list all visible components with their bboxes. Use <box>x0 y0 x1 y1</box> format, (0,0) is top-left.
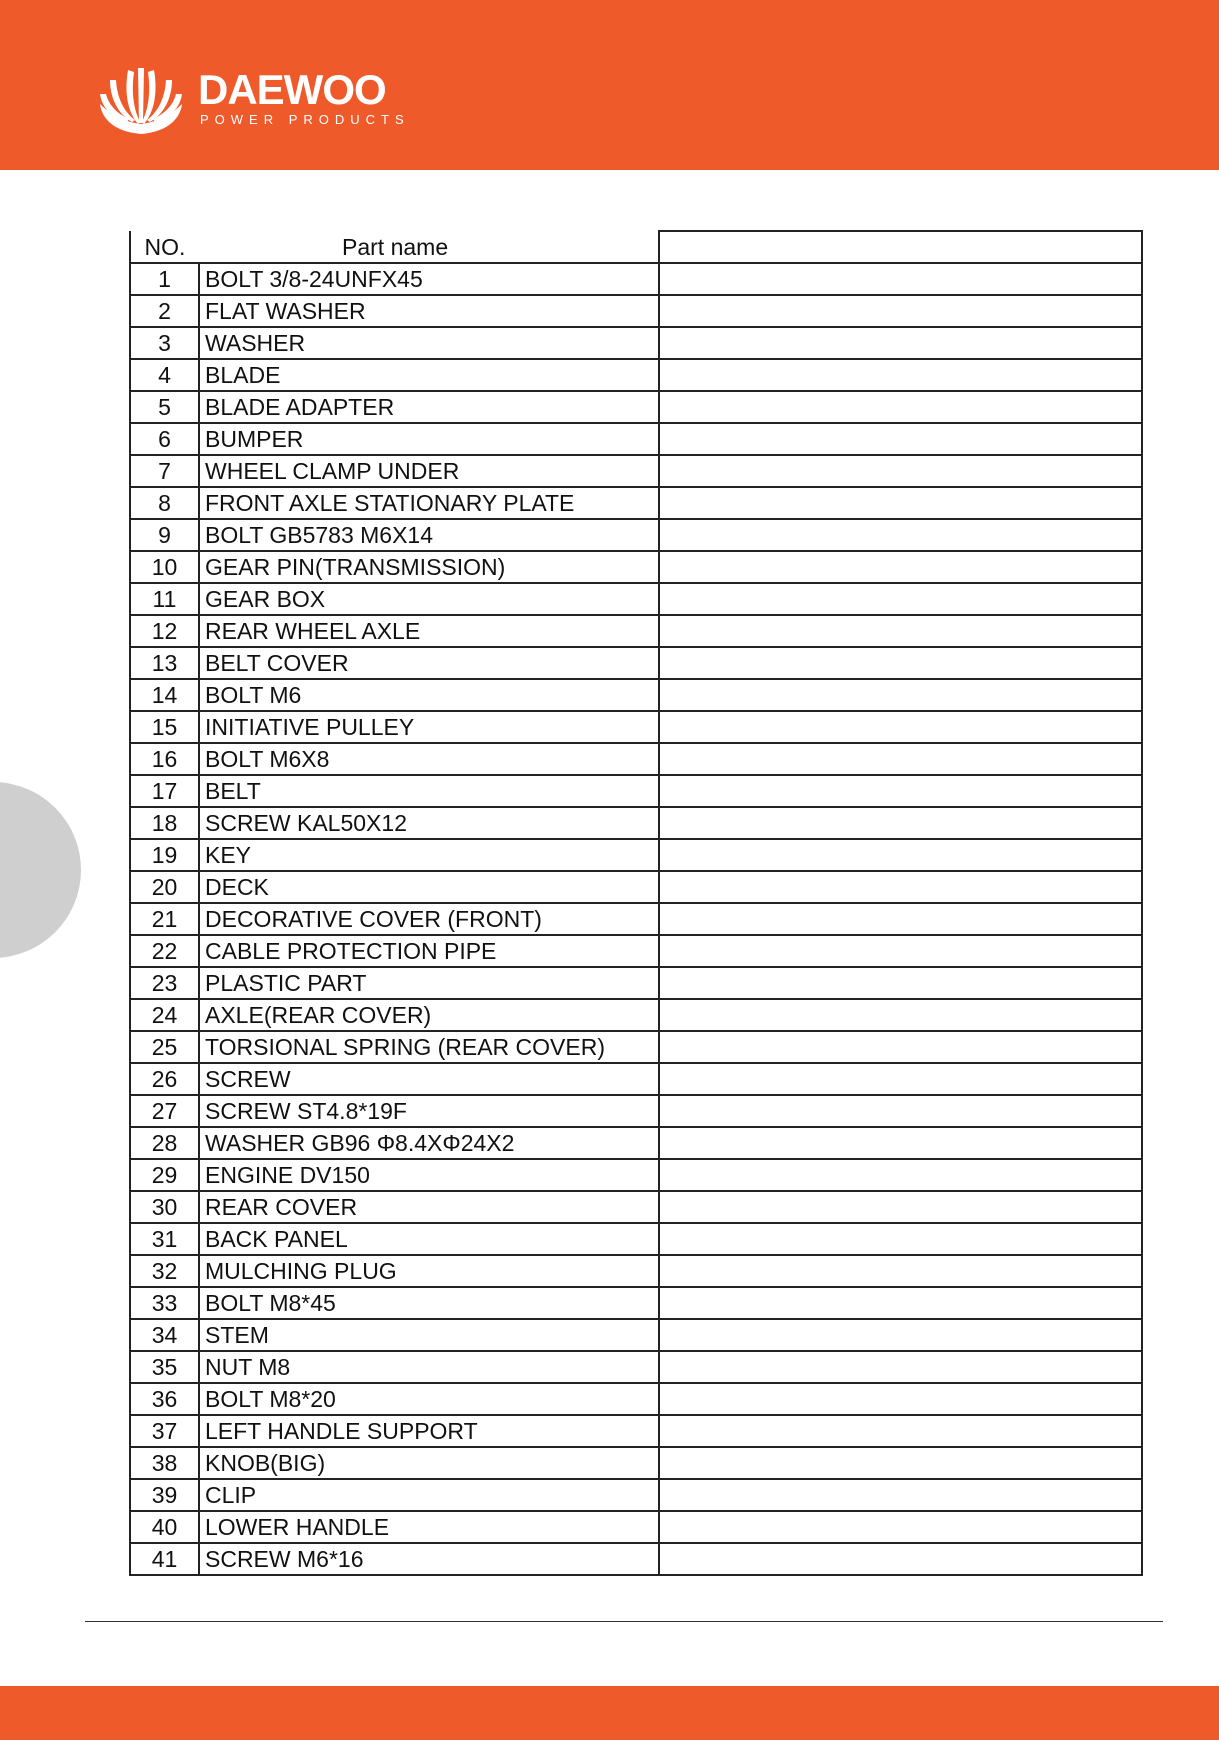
blank-cell <box>659 1543 1142 1575</box>
part-name: BACK PANEL <box>199 1223 659 1255</box>
blank-cell <box>659 1255 1142 1287</box>
blank-cell <box>659 743 1142 775</box>
blank-cell <box>659 1351 1142 1383</box>
blank-cell <box>659 967 1142 999</box>
part-name: BOLT 3/8-24UNFX45 <box>199 263 659 295</box>
footer-divider <box>85 1621 1163 1622</box>
part-name: DECK <box>199 871 659 903</box>
part-name: FLAT WASHER <box>199 295 659 327</box>
row-number: 37 <box>130 1415 199 1447</box>
table-row <box>130 967 1142 999</box>
part-name: DECORATIVE COVER (FRONT) <box>199 903 659 935</box>
part-name: BUMPER <box>199 423 659 455</box>
table-row <box>130 871 1142 903</box>
part-name: BLADE <box>199 359 659 391</box>
table-row <box>130 1255 1142 1287</box>
header-blank <box>659 231 1142 263</box>
table-row <box>130 999 1142 1031</box>
row-number: 23 <box>130 967 199 999</box>
part-name: BOLT M6 <box>199 679 659 711</box>
part-name: BOLT M8*45 <box>199 1287 659 1319</box>
blank-cell <box>659 903 1142 935</box>
part-name: CABLE PROTECTION PIPE <box>199 935 659 967</box>
row-number: 10 <box>130 551 199 583</box>
blank-cell <box>659 391 1142 423</box>
part-name: WASHER <box>199 327 659 359</box>
part-name: SCREW ST4.8*19F <box>199 1095 659 1127</box>
blank-cell <box>659 1511 1142 1543</box>
row-number: 4 <box>130 359 199 391</box>
blank-cell <box>659 839 1142 871</box>
table-row <box>130 295 1142 327</box>
table-row <box>130 519 1142 551</box>
table-row <box>130 583 1142 615</box>
table-row <box>130 1191 1142 1223</box>
row-number: 27 <box>130 1095 199 1127</box>
blank-cell <box>659 679 1142 711</box>
side-tab-marker <box>0 782 81 958</box>
part-name: GEAR BOX <box>199 583 659 615</box>
part-name: REAR COVER <box>199 1191 659 1223</box>
table-row <box>130 1063 1142 1095</box>
blank-cell <box>659 1415 1142 1447</box>
row-number: 26 <box>130 1063 199 1095</box>
table-row <box>130 711 1142 743</box>
table-row <box>130 423 1142 455</box>
table-row <box>130 1511 1142 1543</box>
header-no: NO. <box>130 231 199 263</box>
row-number: 33 <box>130 1287 199 1319</box>
blank-cell <box>659 583 1142 615</box>
blank-cell <box>659 615 1142 647</box>
row-number: 19 <box>130 839 199 871</box>
brand-name: DAEWOO <box>198 66 386 113</box>
table-body <box>130 263 1142 1575</box>
row-number: 8 <box>130 487 199 519</box>
table-row <box>130 1095 1142 1127</box>
part-name: WHEEL CLAMP UNDER <box>199 455 659 487</box>
table-row <box>130 263 1142 295</box>
row-number: 17 <box>130 775 199 807</box>
part-name: REAR WHEEL AXLE <box>199 615 659 647</box>
blank-cell <box>659 359 1142 391</box>
part-name: BOLT GB5783 M6X14 <box>199 519 659 551</box>
part-name: KEY <box>199 839 659 871</box>
blank-cell <box>659 487 1142 519</box>
row-number: 31 <box>130 1223 199 1255</box>
row-number: 15 <box>130 711 199 743</box>
part-name: NUT M8 <box>199 1351 659 1383</box>
table-row <box>130 1479 1142 1511</box>
row-number: 13 <box>130 647 199 679</box>
row-number: 35 <box>130 1351 199 1383</box>
part-name: BELT COVER <box>199 647 659 679</box>
brand-tagline: POWER PRODUCTS <box>200 112 410 127</box>
row-number: 38 <box>130 1447 199 1479</box>
blank-cell <box>659 1287 1142 1319</box>
blank-cell <box>659 327 1142 359</box>
row-number: 25 <box>130 1031 199 1063</box>
part-name: STEM <box>199 1319 659 1351</box>
blank-cell <box>659 423 1142 455</box>
parts-list-table <box>129 230 1143 1576</box>
row-number: 24 <box>130 999 199 1031</box>
part-name: ENGINE DV150 <box>199 1159 659 1191</box>
row-number: 36 <box>130 1383 199 1415</box>
blank-cell <box>659 1031 1142 1063</box>
blank-cell <box>659 1095 1142 1127</box>
row-number: 14 <box>130 679 199 711</box>
table-row <box>130 1159 1142 1191</box>
row-number: 39 <box>130 1479 199 1511</box>
part-name: MULCHING PLUG <box>199 1255 659 1287</box>
table-row <box>130 1415 1142 1447</box>
table-row <box>130 679 1142 711</box>
table-row <box>130 1543 1142 1575</box>
blank-cell <box>659 1479 1142 1511</box>
part-name: GEAR PIN(TRANSMISSION) <box>199 551 659 583</box>
blank-cell <box>659 711 1142 743</box>
table-row <box>130 1319 1142 1351</box>
part-name: BELT <box>199 775 659 807</box>
part-name: KNOB(BIG) <box>199 1447 659 1479</box>
blank-cell <box>659 1159 1142 1191</box>
row-number: 5 <box>130 391 199 423</box>
blank-cell <box>659 871 1142 903</box>
header-part-name: Part name <box>342 233 449 260</box>
table-row <box>130 775 1142 807</box>
table-row <box>130 487 1142 519</box>
table-row <box>130 615 1142 647</box>
table-row <box>130 327 1142 359</box>
part-name: CLIP <box>199 1479 659 1511</box>
daewoo-fan-logo-icon <box>98 66 184 134</box>
blank-cell <box>659 1223 1142 1255</box>
table-row <box>130 903 1142 935</box>
blank-cell <box>659 1127 1142 1159</box>
blank-cell <box>659 551 1142 583</box>
table-row <box>130 647 1142 679</box>
part-name: BOLT M6X8 <box>199 743 659 775</box>
blank-cell <box>659 775 1142 807</box>
part-name: SCREW KAL50X12 <box>199 807 659 839</box>
part-name: BLADE ADAPTER <box>199 391 659 423</box>
table-row <box>130 455 1142 487</box>
part-name: INITIATIVE PULLEY <box>199 711 659 743</box>
row-number: 21 <box>130 903 199 935</box>
header-bar <box>0 0 1219 170</box>
table-row <box>130 839 1142 871</box>
blank-cell <box>659 1447 1142 1479</box>
table-row <box>130 1127 1142 1159</box>
blank-cell <box>659 647 1142 679</box>
footer-bar <box>0 1686 1219 1740</box>
blank-cell <box>659 1319 1142 1351</box>
table-row <box>130 359 1142 391</box>
blank-cell <box>659 263 1142 295</box>
row-number: 12 <box>130 615 199 647</box>
part-name: PLASTIC PART <box>199 967 659 999</box>
row-number: 1 <box>130 263 199 295</box>
row-number: 7 <box>130 455 199 487</box>
blank-cell <box>659 999 1142 1031</box>
part-name: FRONT AXLE STATIONARY PLATE <box>199 487 659 519</box>
blank-cell <box>659 295 1142 327</box>
row-number: 32 <box>130 1255 199 1287</box>
table-row <box>130 1447 1142 1479</box>
table-row <box>130 935 1142 967</box>
part-name: TORSIONAL SPRING (REAR COVER) <box>199 1031 659 1063</box>
part-name: BOLT M8*20 <box>199 1383 659 1415</box>
table-row <box>130 391 1142 423</box>
blank-cell <box>659 935 1142 967</box>
blank-cell <box>659 455 1142 487</box>
row-number: 40 <box>130 1511 199 1543</box>
parts-table-container <box>129 230 1143 1576</box>
table-row <box>130 551 1142 583</box>
table-row <box>130 1031 1142 1063</box>
table-row <box>130 743 1142 775</box>
row-number: 18 <box>130 807 199 839</box>
row-number: 2 <box>130 295 199 327</box>
part-name: LEFT HANDLE SUPPORT <box>199 1415 659 1447</box>
part-name: AXLE(REAR COVER) <box>199 999 659 1031</box>
row-number: 3 <box>130 327 199 359</box>
row-number: 29 <box>130 1159 199 1191</box>
row-number: 6 <box>130 423 199 455</box>
row-number: 30 <box>130 1191 199 1223</box>
table-row <box>130 807 1142 839</box>
blank-cell <box>659 1383 1142 1415</box>
blank-cell <box>659 807 1142 839</box>
table-row <box>130 1287 1142 1319</box>
part-name: SCREW <box>199 1063 659 1095</box>
row-number: 16 <box>130 743 199 775</box>
blank-cell <box>659 519 1142 551</box>
blank-cell <box>659 1191 1142 1223</box>
row-number: 28 <box>130 1127 199 1159</box>
row-number: 22 <box>130 935 199 967</box>
part-name: WASHER GB96 Φ8.4XΦ24X2 <box>199 1127 659 1159</box>
row-number: 9 <box>130 519 199 551</box>
part-name: LOWER HANDLE <box>199 1511 659 1543</box>
table-row <box>130 1351 1142 1383</box>
row-number: 20 <box>130 871 199 903</box>
table-row <box>130 1223 1142 1255</box>
blank-cell <box>659 1063 1142 1095</box>
table-row <box>130 1383 1142 1415</box>
table-header-row <box>130 231 1142 263</box>
row-number: 11 <box>130 583 199 615</box>
part-name: SCREW M6*16 <box>199 1543 659 1575</box>
row-number: 34 <box>130 1319 199 1351</box>
row-number: 41 <box>130 1543 199 1575</box>
